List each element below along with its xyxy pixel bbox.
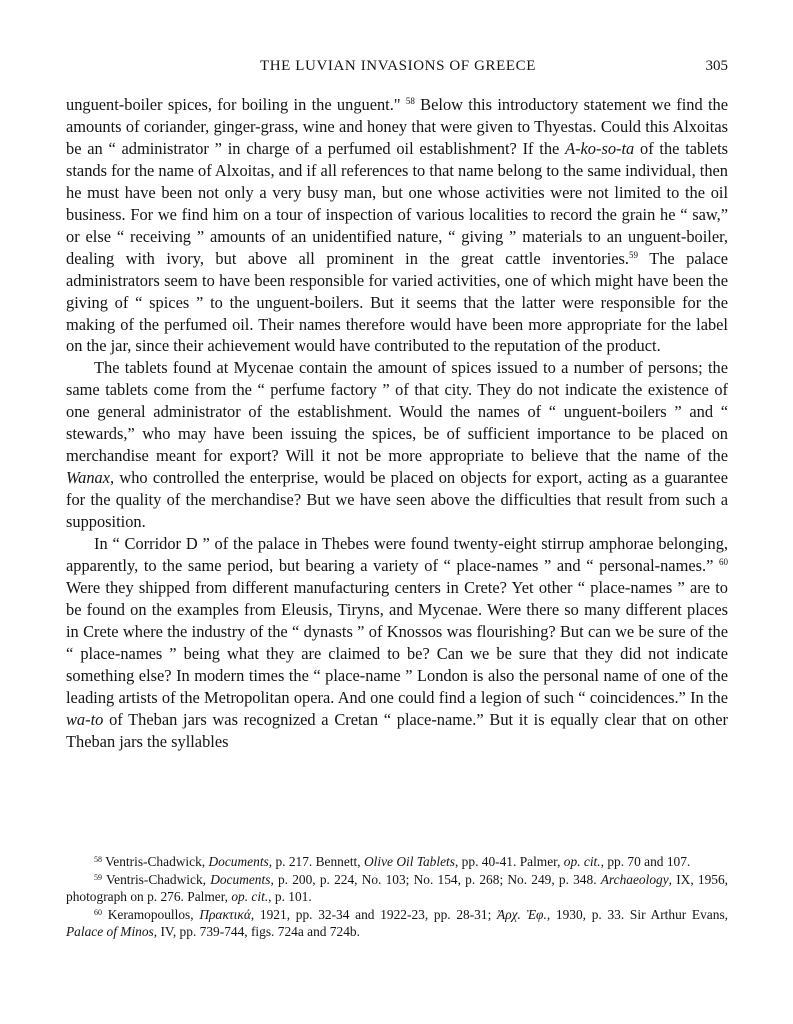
text-run: of Theban jars was recognized a Cretan “ place-name.” But it is equally clear that on other Theban jars the syllables xyxy=(66,709,728,751)
footnote-number: 58 xyxy=(94,855,102,864)
italic-text: Wanax, xyxy=(66,468,115,488)
footnote-reference: 59 xyxy=(629,249,639,260)
text-run: unguent-boiler spices, for boiling in the unguent." xyxy=(66,95,406,114)
footnotes xyxy=(66,853,728,941)
body-paragraph xyxy=(66,94,728,357)
footnote-number: 59 xyxy=(94,872,102,882)
text-run: Keramopoullos, xyxy=(102,906,200,922)
body-text xyxy=(66,94,728,753)
italic-text: Documents xyxy=(208,854,269,869)
italic-text: Πρακτικά xyxy=(199,906,251,922)
text-run: , p. 217. Bennett, xyxy=(268,854,364,869)
italic-text: Palace of Minos xyxy=(66,924,154,940)
text-run: , IX, 1956, photograph on p. 276. Palmer, xyxy=(66,871,729,905)
text-run: , pp. 70 and 107. xyxy=(600,854,691,869)
running-head xyxy=(66,58,730,82)
text-run: In “ Corridor D ” of the palace in Thebes were found twenty-eight stirrup amphorae belonging, apparently, to the same period, but bearing a variety of “ place-names ” and “ personal-names.” xyxy=(66,534,728,576)
text-run: who controlled the enterprise, would be placed on objects for export, acting as a guarantee for the quality of the merchandise? But we have seen above the difficulties that result from such a supposition. xyxy=(66,468,728,532)
italic-text: op. cit. xyxy=(231,889,269,905)
text-run: Were they shipped from different manufacturing centers in Crete? Yet other “ place-names ” are to be found on the examples from Eleusis, Tiryns, and Mycenae. Were there so many different places in Crete where the industry of the “ dynasts ” of Knossos was flourishing? But can we be sure of the “ place-names ” being what they are claimed to be? Can we be sure that they did not indicate something else? In modern times the “ place-name ” London is also the personal name of one of the leading artists of the Metropolitan opera. And one could find a legion of such “ coincidences.” In the xyxy=(66,577,728,707)
text-run: The palace administrators seem to have been responsible for varied activities, one of which might have been the giving of “ spices ” to the unguent-boilers. But it seems that the latter were responsible for the making of the perfumed oil. Their names therefore would have been more appropriate for the label on the jar, since their achievement would have contributed to the reputation of the product. xyxy=(66,248,728,356)
italic-text: Olive Oil Tablets xyxy=(363,854,455,869)
running-head-title: THE LUVIAN INVASIONS OF GREECE xyxy=(259,58,537,74)
text-run: The tablets found at Mycenae contain the amount of spices issued to a number of persons; the same tablets come from the “ perfume factory ” of that city. They do not indicate the existence of one general administrator of the establishment. Would the names of “ unguent-boilers ” and “ stewards,” who may have been issuing the spices, be of sufficient importance to be placed on merchandise meant for export? Will it not be more appropriate to believe that the name of the xyxy=(66,358,728,466)
italic-text: Archaeology xyxy=(600,871,669,887)
footnote-number: 60 xyxy=(94,907,102,917)
footnote xyxy=(66,906,728,941)
text-run: , 1930, p. 33. Sir Arthur Evans, xyxy=(546,906,729,922)
text-run: , 1921, pp. 32-34 and 1922-23, pp. 28-31; xyxy=(250,906,498,922)
italic-text: op. cit. xyxy=(563,854,601,869)
text-run: of the tablets stands for the name of Alxoitas, and if all references to that name belong to the same individual, then he must have been not only a very busy man, but one whose activities were not limited to the oil business. For we find him on a tour of inspection of various localities to record the grain he “ saw,” or else “ receiving ” amounts of an unidentified nature, “ giving ” materials to an unguent-boiler, dealing with ivory, but above all prominent in the great cattle inventories. xyxy=(66,138,728,268)
footnote xyxy=(66,871,728,906)
text-run: Ventris-Chadwick, xyxy=(102,854,209,869)
text-run: , p. 200, p. 224, No. 103; No. 154, p. 268; No. 249, p. 348. xyxy=(270,871,601,887)
italic-text: Ἀρχ. Ἐφ. xyxy=(497,906,547,922)
text-run: Ventris-Chadwick, xyxy=(102,871,211,887)
body-paragraph xyxy=(66,533,728,753)
italic-text: A-ko-so-ta xyxy=(565,138,635,158)
text-run: , p. 101. xyxy=(268,889,312,905)
page-number: 305 xyxy=(705,58,728,74)
footnote-reference: 60 xyxy=(719,557,728,568)
italic-text: wa-to xyxy=(66,709,104,729)
body-paragraph xyxy=(66,357,728,533)
text-run: , pp. 40-41. Palmer, xyxy=(454,854,564,869)
footnote-reference: 58 xyxy=(405,96,415,106)
italic-text: Documents xyxy=(210,871,271,887)
text-run: Below this introductory statement we find the amounts of coriander, ginger-grass, wine and honey that were given to Thyestas. Could this Alxoitas be an “ administrator ” in charge of a perfumed oil establishment? If the xyxy=(66,95,728,158)
text-run: , IV, pp. 739-744, figs. 724a and 724b. xyxy=(153,924,360,940)
footnote xyxy=(66,853,728,871)
